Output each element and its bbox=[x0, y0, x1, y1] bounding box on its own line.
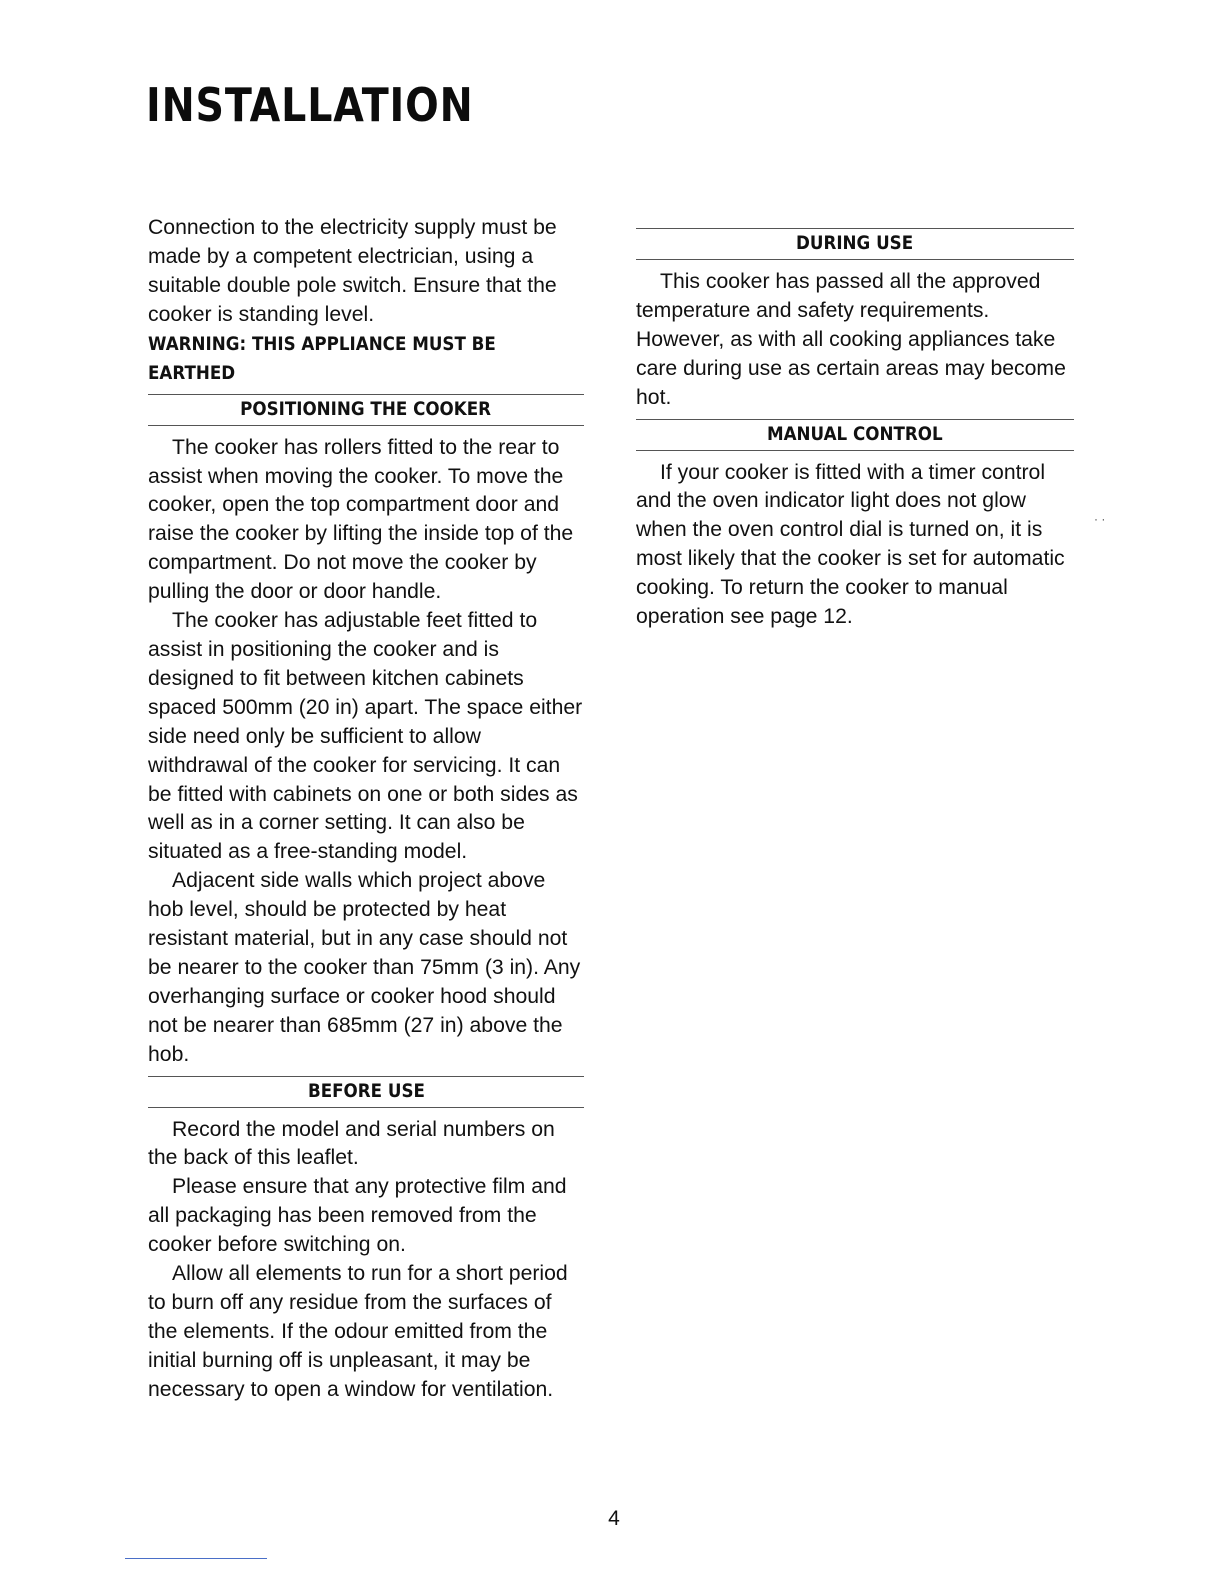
positioning-heading-text: POSITIONING THE COOKER bbox=[240, 397, 492, 420]
before-use-paragraph-1: Record the model and serial numbers on the back of this leaflet. bbox=[148, 1117, 555, 1170]
before-use-heading-text: BEFORE USE bbox=[307, 1079, 425, 1102]
scan-specks-decoration: · · bbox=[1094, 512, 1106, 526]
page-number: 4 bbox=[608, 1507, 620, 1530]
positioning-heading bbox=[148, 394, 584, 426]
manual-control-heading-text: MANUAL CONTROL bbox=[767, 422, 943, 445]
left-column bbox=[148, 214, 584, 1405]
bottom-edge-line bbox=[125, 1558, 267, 1559]
earthing-warning: WARNING: THIS APPLIANCE MUST BE EARTHED bbox=[148, 332, 496, 384]
positioning-paragraph-2: The cooker has adjustable feet fitted to assist in positioning the cooker and is designed to fit between kitchen cabinets spaced 500mm (20 in) apart. The space either side need only be sufficient to allow withdrawal of the cooker for servicing. It can be fitted with cabinets on one or both sides as well as in a corner setting. It can also be situated as a free-standing model. bbox=[148, 609, 583, 864]
during-use-paragraph: This cooker has passed all the approved temperature and safety requirements. However, as with all cooking appliances take care during use as certain areas may become hot. bbox=[636, 270, 1066, 409]
before-use-paragraph-3: Allow all elements to run for a short period to burn off any residue from the surfaces of the elements. If the odour emitted from the initial burning off is unpleasant, it may be necessary to open a window for ventilation. bbox=[148, 1262, 568, 1401]
before-use-heading bbox=[148, 1076, 584, 1108]
positioning-paragraph-1: The cooker has rollers fitted to the rear to assist when moving the cooker. To move the cooker, open the top compartment door and raise the cooker by lifting the inside top of the compartment. Do not move the cooker by pulling the door or door handle. bbox=[148, 435, 574, 604]
manual-control-heading bbox=[636, 419, 1074, 451]
during-use-heading-text: DURING USE bbox=[796, 232, 914, 254]
before-use-paragraph-2: Please ensure that any protective film and all packaging has been removed from the cooker before switching on. bbox=[148, 1175, 567, 1257]
positioning-paragraph-3: Adjacent side walls which project above hob level, should be protected by heat resistant material, but in any case should not be nearer to the cooker than 75mm (3 in). Any overhanging surface or cooker hood should not be nearer than 685mm (27 in) above the hob. bbox=[148, 869, 581, 1066]
manual-control-paragraph: If your cooker is fitted with a timer control and the oven indicator light does not glow when the oven control dial is turned on, it is most likely that the cooker is set for automatic cooking. To return the cooker to manual operation see page 12. bbox=[636, 460, 1065, 629]
right-column bbox=[636, 214, 1074, 632]
intro-paragraph: Connection to the electricity supply must be made by a competent electrician, using a suitable double pole switch. Ensure that the cooker is standing level. bbox=[148, 216, 557, 326]
during-use-heading bbox=[636, 228, 1074, 260]
page-title: INSTALLATION bbox=[146, 78, 474, 132]
